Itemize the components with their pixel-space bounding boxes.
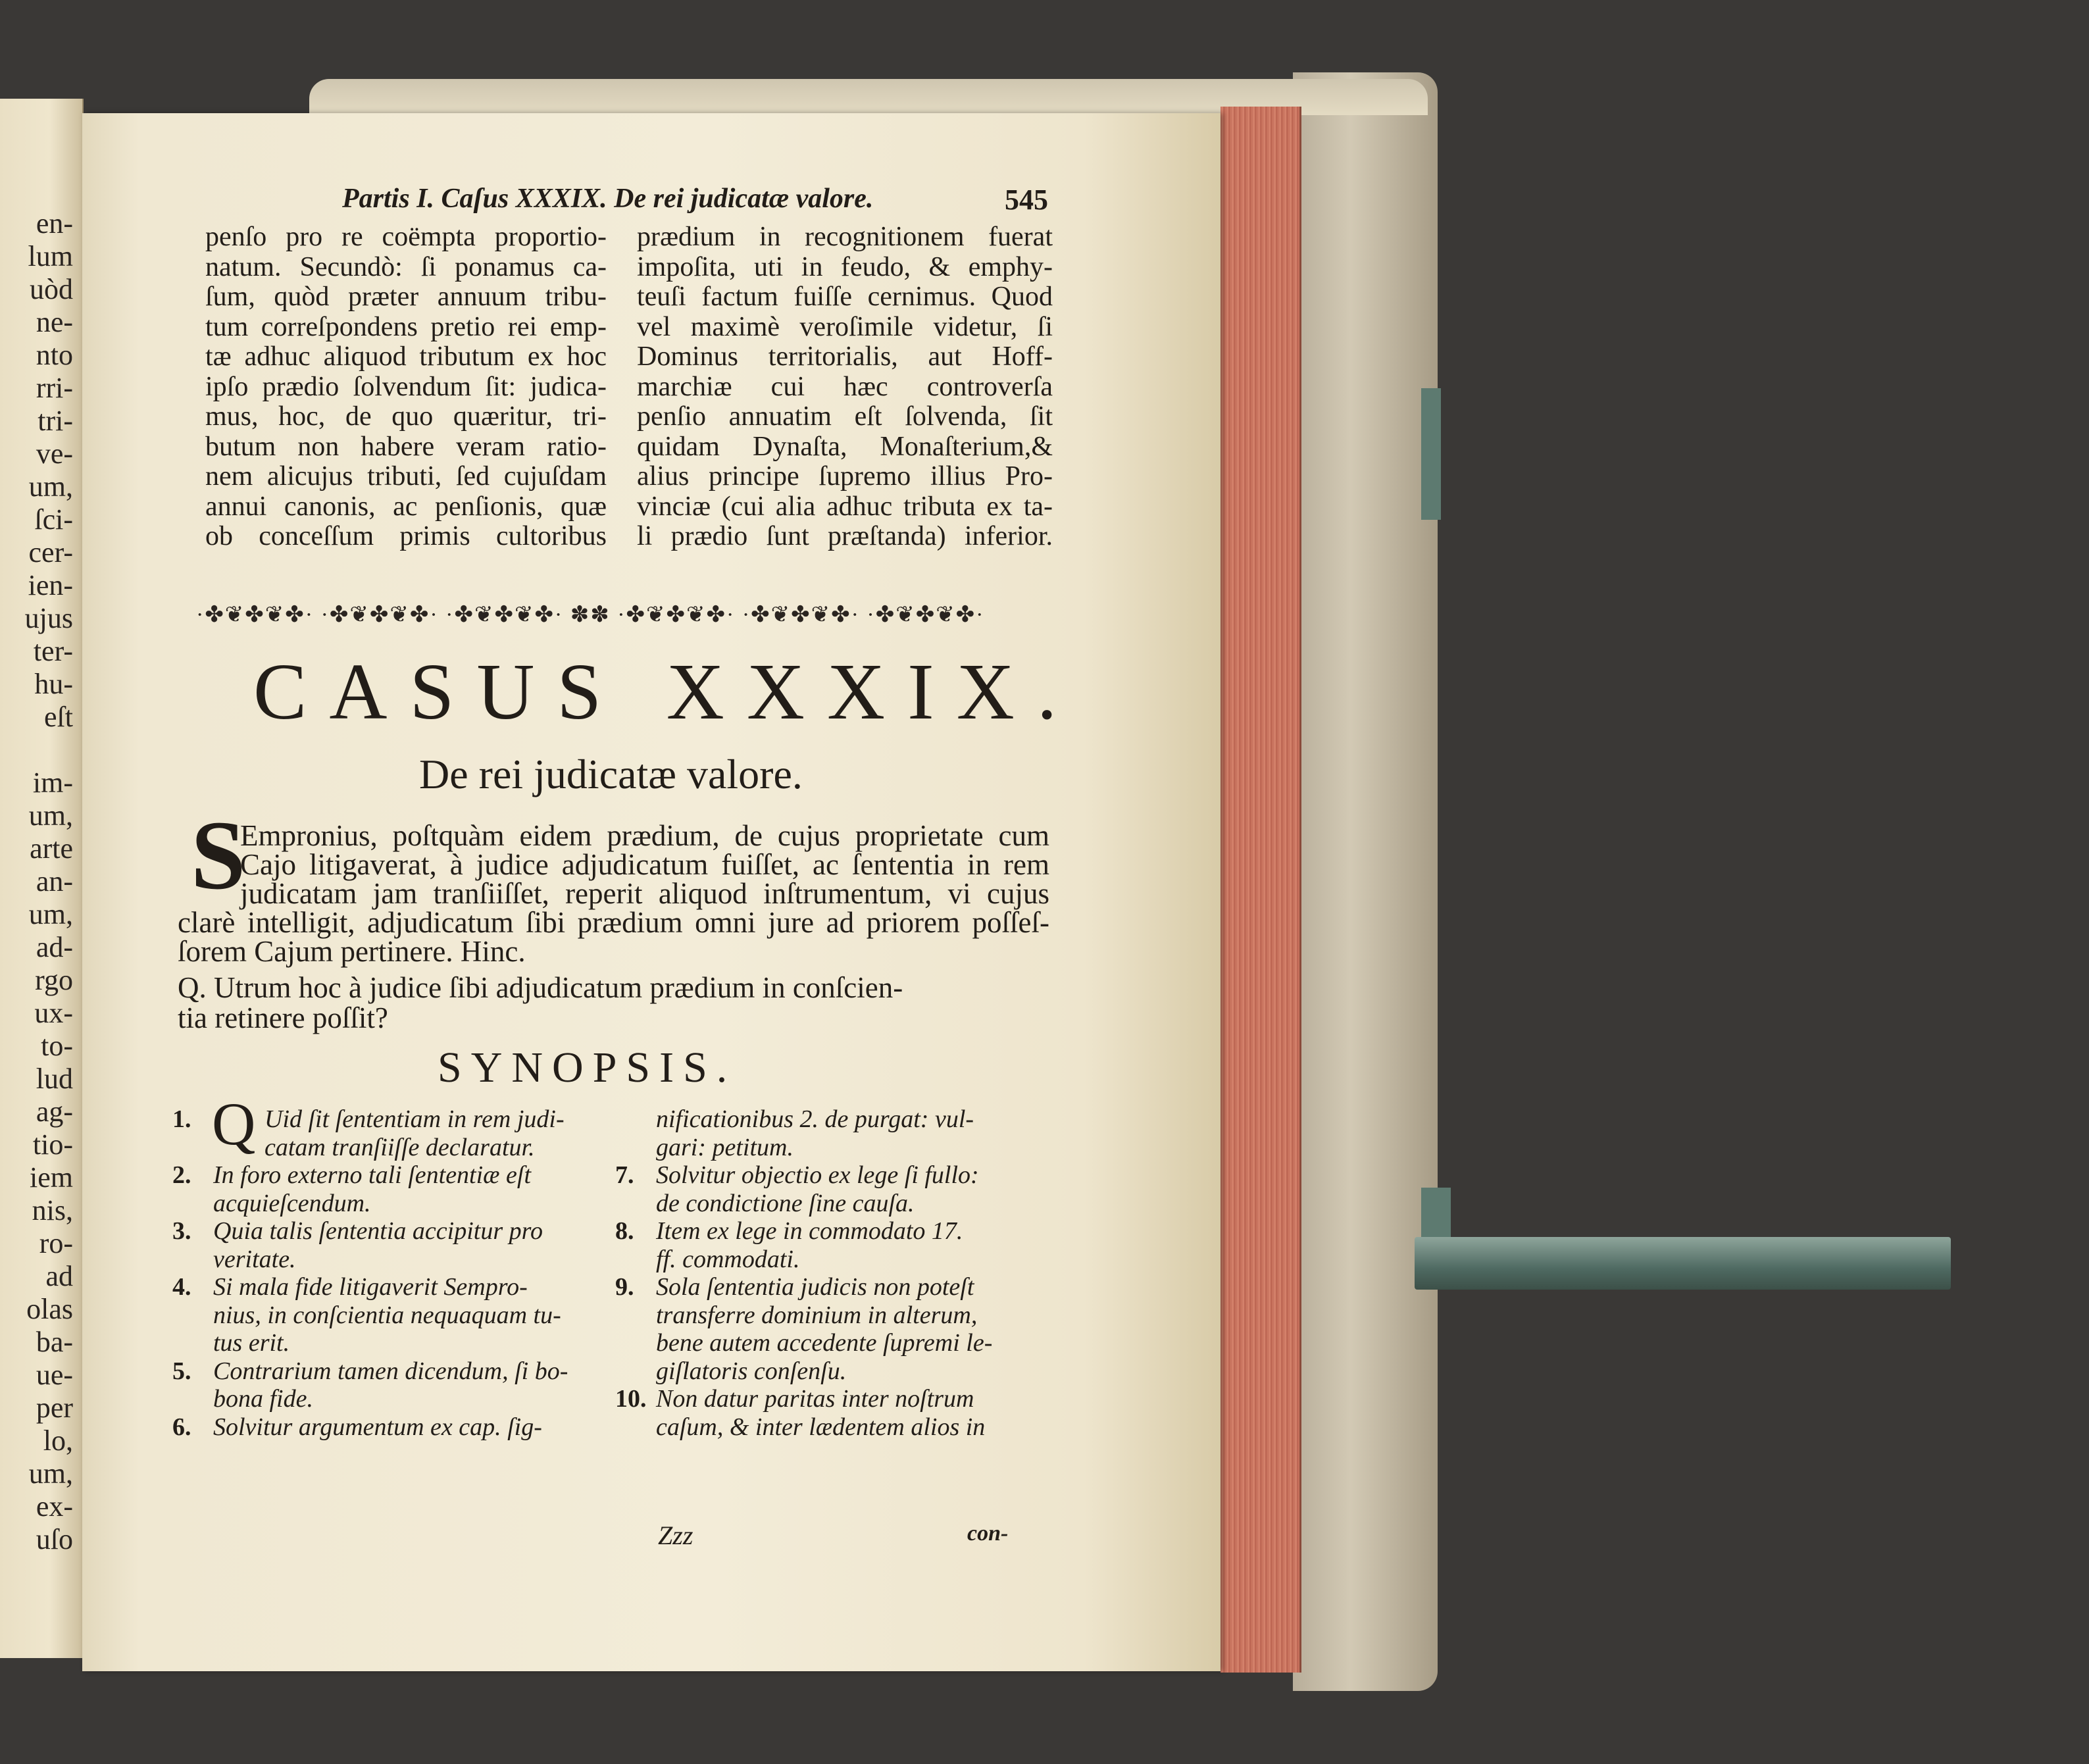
text-line: tæ adhuc aliquod tributum ex hoc: [205, 341, 607, 372]
page-number: 545: [1005, 184, 1048, 216]
left-page-fragment: uòd: [30, 273, 73, 305]
question-line: Q. Utrum hoc à judice ſibi adjudicatum prædium in conſcien-: [178, 971, 903, 1004]
left-page-fragment: ux-: [34, 997, 73, 1029]
synopsis-line: [615, 1190, 1036, 1218]
synopsis-number: 8.: [615, 1217, 634, 1245]
synopsis-text: Uid ſit ſententiam in rem judi-: [264, 1105, 565, 1133]
left-page-fragment: tio-: [32, 1128, 73, 1161]
left-page-fragment: uſo: [36, 1523, 73, 1555]
body-line: Empronius, poſtquàm eidem prædium, de cujus proprietate cum: [240, 819, 1049, 852]
synopsis-line: [172, 1246, 593, 1274]
text-line: mus, hoc, de quo quæritur, tri-: [205, 401, 607, 432]
synopsis-line: [172, 1190, 593, 1218]
synopsis-number: 9.: [615, 1273, 634, 1301]
synopsis-text: Contrarium tamen dicendum, ſi bo-: [213, 1357, 568, 1385]
text-line: teuſi factum fuiſſe cernimus. Quod: [637, 282, 1053, 312]
left-page-fragment: ba-: [36, 1326, 73, 1358]
synopsis-number: 6.: [172, 1413, 191, 1441]
synopsis-line: [615, 1301, 1036, 1330]
synopsis-text: Non datur paritas inter noſtrum: [656, 1385, 974, 1413]
synopsis-text: gari: petitum.: [656, 1133, 793, 1161]
left-page-fragment: ad-: [36, 931, 73, 963]
synopsis-left-column: [172, 1090, 593, 1441]
left-page-fragment: um,: [28, 799, 73, 832]
left-page-fragment: [1, 734, 73, 767]
signature-mark: Zzz: [658, 1521, 693, 1550]
synopsis-number: 1.: [172, 1105, 191, 1133]
synopsis-text: nius, in conſcientia nequaquam tu-: [213, 1301, 561, 1329]
left-page-fragment: to-: [41, 1030, 73, 1062]
body-line: ſorem Cajum pertinere. Hinc.: [178, 935, 526, 968]
text-line: marchiæ cui hæc controverſa: [637, 371, 1053, 402]
synopsis-line: [172, 1217, 593, 1246]
case-subtitle: De rei judicatæ valore.: [419, 751, 803, 797]
synopsis-text: nificationibus 2. de purgat: vul-: [656, 1105, 974, 1133]
left-page-fragment: lud: [36, 1063, 73, 1095]
left-page-fragment: arte: [30, 832, 73, 865]
text-line: Dominus territorialis, aut Hoff-: [637, 341, 1053, 372]
synopsis-number: 10.: [615, 1385, 647, 1413]
case-body-text: [178, 821, 1049, 966]
left-page-fragment: nis,: [32, 1194, 73, 1226]
text-line: vinciæ (cui alia adhuc tributa ex ta-: [637, 491, 1053, 522]
synopsis-line: [615, 1134, 1036, 1162]
right-text-column: [637, 222, 1053, 552]
left-page-fragment: ſci-: [34, 503, 73, 536]
left-page-fragment: an-: [36, 865, 73, 897]
ornamental-divider: ·✤❦✤❦✤· ·✤❦✤❦✤· ·✤❦✤❦✤· ✽✽ ·✤❦✤❦✤· ·✤❦✤❦✤· ·✤❦✤❦✤·: [196, 603, 985, 627]
left-page-fragment: cer-: [28, 536, 73, 568]
left-page-fragment: per: [36, 1392, 73, 1424]
left-page-fragment: ne-: [36, 306, 73, 338]
synopsis-number: 3.: [172, 1217, 191, 1245]
synopsis-drop-cap: Q: [212, 1090, 256, 1157]
synopsis-line: [615, 1217, 1036, 1246]
body-line: judicatam jam tranſiiſſet, reperit aliquod inſtrumentum, vi cujus: [240, 877, 1049, 910]
synopsis-text: tus erit.: [213, 1329, 290, 1357]
text-line: li prædio ſunt præſtanda) inferior.: [637, 521, 1053, 551]
synopsis-line: [172, 1357, 593, 1386]
synopsis-text: Quia talis ſententia accipitur pro: [213, 1217, 543, 1245]
text-line: butum non habere veram ratio-: [205, 431, 607, 462]
text-line: ſum, quòd præter annuum tribu-: [205, 282, 607, 312]
text-line: ipſo prædio ſolvendum ſit: judica-: [205, 371, 607, 402]
running-header: Partis I. Caſus XXXIX. De rei judicatæ valore.: [342, 184, 874, 214]
text-line: impoſita, uti in feudo, & emphy-: [637, 251, 1053, 282]
synopsis-text: transferre dominium in alterum,: [656, 1301, 978, 1329]
synopsis-text: bene autem accedente ſupremi le-: [656, 1329, 993, 1357]
text-line: alius principe ſupremo illius Pro-: [637, 461, 1053, 491]
body-line: clarè intelligit, adjudicatum ſibi prædium omni jure ad priorem poſſeſ-: [178, 906, 1049, 939]
synopsis-number: 5.: [172, 1357, 191, 1385]
synopsis-number: 4.: [172, 1273, 191, 1301]
synopsis-line: [615, 1385, 1036, 1413]
left-page-fragment: lum: [28, 240, 73, 272]
text-line: tum correſpondens pretio rei emp-: [205, 311, 607, 342]
left-page-fragment: um,: [28, 1457, 73, 1490]
synopsis-number: 7.: [615, 1161, 634, 1189]
text-line: quidam Dynaſta, Monaſterium,&: [637, 431, 1053, 462]
synopsis-text: de condictione ſine cauſa.: [656, 1189, 915, 1217]
synopsis-text: Solvitur argumentum ex cap. ſig-: [213, 1413, 542, 1441]
text-line: penſo pro re coëmpta proportio-: [205, 222, 607, 252]
synopsis-number: 2.: [172, 1161, 191, 1189]
metal-clasp: [1415, 1237, 1951, 1290]
clasp-upper-hinge: [1421, 388, 1441, 520]
left-page-fragment: rgo: [35, 964, 73, 996]
synopsis-text: acquieſcendum.: [213, 1189, 371, 1217]
synopsis-line: [615, 1413, 1036, 1442]
synopsis-line: [615, 1105, 1036, 1134]
book-cover: [1293, 72, 1438, 1691]
text-line: prædium in recognitionem fuerat: [637, 222, 1053, 252]
left-page-fragment: nto: [36, 339, 73, 371]
synopsis-text: Solvitur objectio ex lege ſi fullo:: [656, 1161, 979, 1189]
left-page-fragment: rri-: [36, 372, 73, 404]
left-page-fragment: ujus: [24, 602, 73, 634]
catchword: con-: [967, 1521, 1009, 1546]
synopsis-text: Si mala fide litigaverit Sempro-: [213, 1273, 528, 1301]
left-page-fragment: en-: [36, 207, 73, 239]
synopsis-line: [615, 1246, 1036, 1274]
synopsis-line: [172, 1273, 593, 1301]
synopsis-text: In foro externo tali ſententiæ eſt: [213, 1161, 531, 1189]
synopsis-text: catam tranſiiſſe declaratur.: [264, 1133, 535, 1161]
left-page-fragment: ro-: [39, 1227, 73, 1259]
left-page-fragment: ter-: [33, 635, 73, 667]
text-line: penſio annuatim eſt ſolvenda, ſit: [637, 401, 1053, 432]
text-line: natum. Secundò: ſi ponamus ca-: [205, 251, 607, 282]
body-line: Cajo litigaverat, à judice adjudicatum fuiſſet, ac ſententia in rem: [240, 848, 1049, 881]
synopsis-heading: SYNOPSIS.: [438, 1044, 737, 1092]
case-question: [178, 972, 1049, 1033]
synopsis-text: giſlatoris conſenſu.: [656, 1357, 847, 1385]
left-page-fragment: im-: [32, 767, 73, 799]
left-page-fragment: eſt: [44, 701, 73, 733]
synopsis-line: [172, 1413, 593, 1442]
question-line: tia retinere poſſit?: [178, 1001, 388, 1034]
synopsis-line: [172, 1134, 593, 1162]
left-page-fragment: ad: [45, 1260, 73, 1292]
left-page-fragment: ve-: [36, 438, 73, 470]
text-line: ob conceſſum primis cultoribus: [205, 521, 607, 551]
left-facing-page: [0, 99, 84, 1658]
synopsis-line: [172, 1301, 593, 1330]
left-page-text-fragments: [1, 207, 73, 1556]
synopsis-text: Sola ſententia judicis non poteſt: [656, 1273, 974, 1301]
synopsis-text: Item ex lege in commodato 17.: [656, 1217, 963, 1245]
synopsis-line: [172, 1385, 593, 1413]
synopsis-text: ff. commodati.: [656, 1245, 800, 1273]
synopsis-text: veritate.: [213, 1245, 296, 1273]
left-page-fragment: tri-: [38, 405, 73, 437]
text-line: nem alicujus tributi, ſed cujuſdam: [205, 461, 607, 491]
left-page-fragment: ien-: [28, 569, 73, 601]
left-page-fragment: ex-: [36, 1490, 73, 1523]
left-text-column: [205, 222, 607, 552]
left-page-fragment: hu-: [34, 668, 73, 700]
left-page-fragment: um,: [28, 470, 73, 503]
synopsis-line: [172, 1161, 593, 1190]
left-page-fragment: olas: [26, 1293, 73, 1325]
left-page-fragment: lo,: [43, 1424, 73, 1457]
drop-cap: S: [191, 801, 246, 910]
left-page-fragment: ue-: [36, 1359, 73, 1391]
text-line: annui canonis, ac penſionis, quæ: [205, 491, 607, 522]
synopsis-line: [615, 1161, 1036, 1190]
synopsis-line: [615, 1273, 1036, 1301]
red-page-edges: [1221, 107, 1301, 1673]
synopsis-line: [615, 1329, 1036, 1357]
left-page-fragment: ag-: [36, 1096, 73, 1128]
left-page-fragment: iem: [30, 1161, 73, 1194]
synopsis-line: [172, 1329, 593, 1357]
left-page-fragment: um,: [28, 898, 73, 930]
synopsis-text: caſum, & inter lædentem alios in: [656, 1413, 986, 1441]
synopsis-text: bona fide.: [213, 1385, 313, 1413]
synopsis-right-column: [615, 1105, 1036, 1441]
synopsis-line: [615, 1357, 1036, 1386]
case-title: CASUS XXXIX.: [253, 647, 1080, 736]
text-line: vel maximè veroſimile videtur, ſi: [637, 311, 1053, 342]
